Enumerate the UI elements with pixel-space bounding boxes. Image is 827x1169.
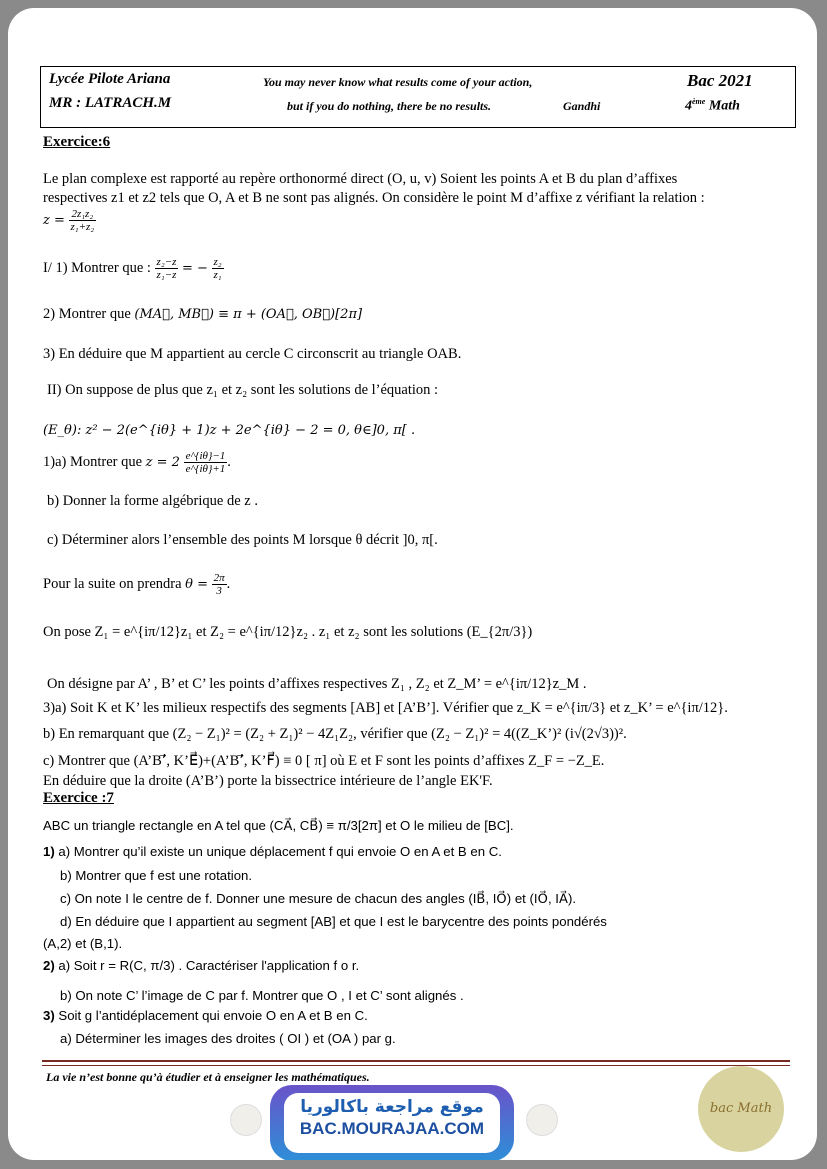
quote-author: Gandhi: [563, 99, 601, 113]
exam-page: [8, 8, 817, 1160]
exercise-6-title: Exercice:6: [43, 134, 111, 150]
ex6-q3c-2: En déduire que la droite (A’B’) porte la bissectrice intérieure de l’angle EK'F.: [43, 773, 493, 789]
header-box: [40, 66, 796, 128]
banner-url[interactable]: BAC.MOURAJAA.COM: [299, 1119, 485, 1138]
ex7-q1b: b) Montrer que f est une rotation.: [60, 868, 253, 883]
ex6-q3c: c) Montrer que (A’B’⃗, K’E⃗)+(A’B’⃗, K’F⃗) ≡ 0 [ π] où E et F sont les points d’affixes Z_F = −Z_E.: [43, 753, 605, 769]
ex7-q2b: b) On note C’ l’image de C par f. Montrer que O , I et C’ sont alignés .: [60, 988, 464, 1003]
right-logo-icon: [526, 1104, 558, 1136]
ex7-q3: 3) Soit g l’antidéplacement qui envoie O en A et B en C.: [43, 1008, 368, 1023]
ex6-part2: II) On suppose de plus que z₁ et z₂ sont les solutions de l’équation :: [47, 382, 439, 398]
ex7-q1d: d) En déduire que I appartient au segment [AB] et que I est le barycentre des points pondérés: [60, 914, 607, 929]
ex7-q3a: a) Déterminer les images des droites ( OI ) et (OA ) par g.: [60, 1031, 396, 1046]
ex7-q1d-2: (A,2) et (B,1).: [43, 936, 123, 951]
ex6-equation: (E_θ): z² − 2(e^{iθ} + 1)z + 2e^{iθ} − 2 = 0, θ∈]0, π[ .: [43, 423, 416, 438]
banner-arabic: موقع مراجعة باكالوريا: [300, 1097, 484, 1117]
ex6-q21a: 1)a) Montrer que z = 2 $\frac{e\^{}\{i\theta\}-1}{e\^{}\{i\theta\}+1}$ .: [43, 450, 231, 475]
ex6-q3: 3) En déduire que M appartient au cercle C circonscrit au triangle OAB.: [43, 346, 462, 362]
school-name: Lycée Pilote Ariana: [49, 71, 171, 87]
footer-quote: La vie n’est bonne qu’à étudier et à enseigner les mathématiques.: [46, 1070, 370, 1084]
ex6-q2: 2) Montrer que (MA⃗, MB⃗) ≡ π + (OA⃗, OB⃗)[2π]: [43, 306, 363, 322]
level: 4ème Math: [685, 97, 740, 114]
quote-line-2: but if you do nothing, there be no results.: [287, 99, 492, 113]
left-logo-icon: [230, 1104, 262, 1136]
quote-line-1: You may never know what results come of your action,: [263, 75, 533, 89]
ex6-q3a: 3)a) Soit K et K’ les milieux respectifs des segments [AB] et [A’B’]. Vérifier que z_K = e^{iπ/3} et z_K’ = e^{iπ/12}.: [43, 700, 728, 716]
exercise-7-title: Exercice :7: [43, 790, 114, 806]
ex6-intro-2: respectives z1 et z2 tels que O, A et B ne sont pas alignés. On considère le point M d’affixe z vérifiant la relation :: [43, 190, 705, 206]
site-banner[interactable]: [270, 1085, 514, 1160]
ex6-relation: z = $\frac{\text{2z₁z₂}}{\text{z₁+z₂}}$: [43, 208, 95, 233]
ex6-designe: On désigne par A’ , B’ et C’ les points d’affixes respectives Z₁ , Z₂ et Z_M’ = e^{iπ/12}z_M .: [47, 676, 587, 692]
ex6-q21c: c) Déterminer alors l’ensemble des points M lorsque θ décrit ]0, π[.: [47, 532, 438, 548]
ex7-q2a: 2) a) Soit r = R(C, π/3) . Caractériser l'application f o r.: [43, 958, 360, 973]
footer-rule-thin: [42, 1065, 790, 1066]
ex6-suite: Pour la suite on prendra θ = $\frac{2\pi}{3}$ .: [43, 572, 231, 597]
ex6-q21b: b) Donner la forme algébrique de z .: [47, 493, 258, 509]
exam-title: Bac 2021: [687, 71, 753, 90]
ex7-intro: ABC un triangle rectangle en A tel que (CA⃗, CB⃗) ≡ π/3[2π] et O le milieu de [BC].: [43, 818, 514, 833]
ex6-pose: On pose Z₁ = e^{iπ/12}z₁ et Z₂ = e^{iπ/12}z₂ . z₁ et z₂ sont les solutions (E_{2π/3}): [43, 624, 533, 640]
teacher-name: MR : LATRACH.M: [49, 95, 172, 111]
ex6-intro-1: Le plan complexe est rapporté au repère orthonormé direct (O, u, v) Soient les points A et B du plan d’affixes: [43, 171, 678, 187]
bac-math-badge: bac Math: [698, 1066, 784, 1152]
ex7-q1a: 1) a) Montrer qu’il existe un unique déplacement f qui envoie O en A et B en C.: [43, 844, 502, 859]
footer-rule: [42, 1060, 790, 1062]
ex6-q1: I/ 1) Montrer que : $\frac{\text{z₂−z}}{\text{z₁−z}}$ = − $\frac{\text{z₂}}{\text{z₁}}$: [43, 256, 222, 281]
ex7-q1c: c) On note I le centre de f. Donner une mesure de chacun des angles (IB⃗, IO⃗) et (IO⃗, IA⃗).: [60, 891, 577, 906]
ex6-q3b: b) En remarquant que (Z₂ − Z₁)² = (Z₂ + Z₁)² − 4Z₁Z₂, vérifier que (Z₂ − Z₁)² = 4((Z_K’)² (i√(2√3))².: [43, 726, 627, 742]
